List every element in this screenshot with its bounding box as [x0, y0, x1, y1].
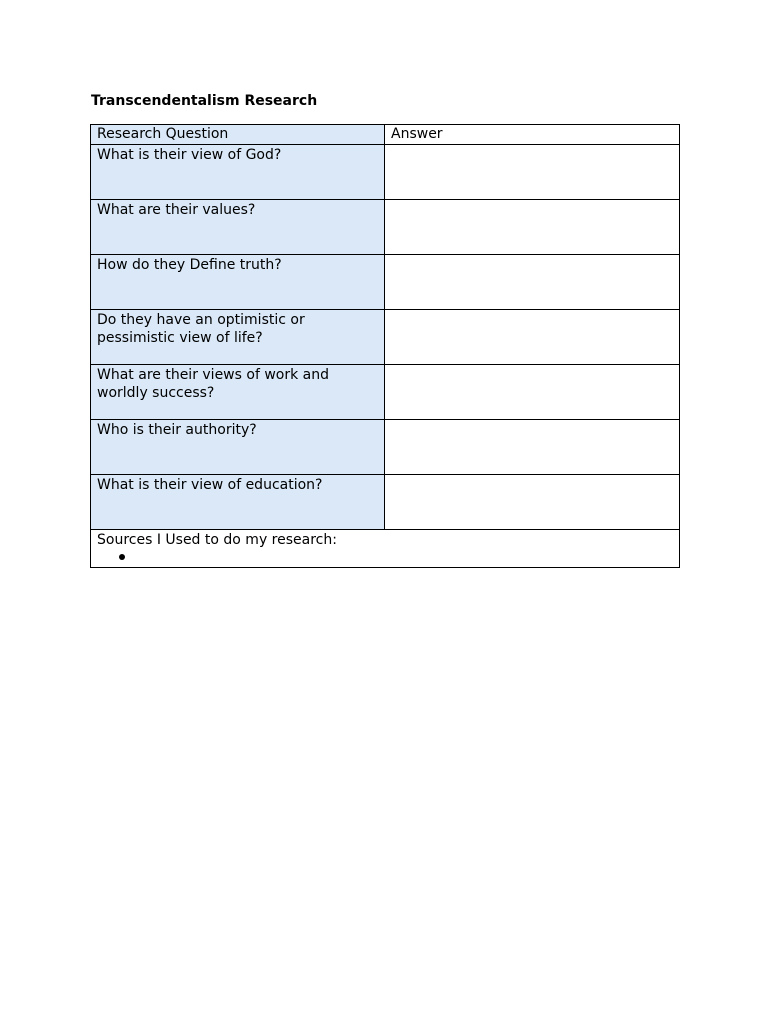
sources-list [97, 549, 673, 567]
question-cell: What are their views of work and worldly success? [91, 365, 385, 420]
table-header-row [91, 125, 680, 145]
answer-cell[interactable] [385, 420, 680, 475]
page-title: Transcendentalism Research [91, 93, 318, 109]
question-cell: What are their values? [91, 200, 385, 255]
sources-list-item[interactable] [119, 549, 673, 567]
table-row [91, 475, 680, 530]
table-row [91, 255, 680, 310]
answer-cell[interactable] [385, 475, 680, 530]
header-answer-cell: Answer [385, 125, 680, 145]
table-row [91, 200, 680, 255]
answer-cell[interactable] [385, 200, 680, 255]
sources-row [91, 530, 680, 568]
bullet-icon [119, 554, 125, 560]
question-cell: Do they have an optimistic or pessimistic view of life? [91, 310, 385, 365]
sources-label: Sources I Used to do my research: [97, 532, 337, 548]
table-row [91, 310, 680, 365]
answer-cell[interactable] [385, 365, 680, 420]
answer-cell[interactable] [385, 255, 680, 310]
question-cell: How do they Define truth? [91, 255, 385, 310]
table-row [91, 145, 680, 200]
answer-cell[interactable] [385, 310, 680, 365]
header-question-cell: Research Question [91, 125, 385, 145]
table-row [91, 420, 680, 475]
sources-cell[interactable] [91, 530, 680, 568]
question-cell: What is their view of education? [91, 475, 385, 530]
answer-cell[interactable] [385, 145, 680, 200]
research-table [90, 124, 680, 568]
question-cell: What is their view of God? [91, 145, 385, 200]
table-row [91, 365, 680, 420]
question-cell: Who is their authority? [91, 420, 385, 475]
